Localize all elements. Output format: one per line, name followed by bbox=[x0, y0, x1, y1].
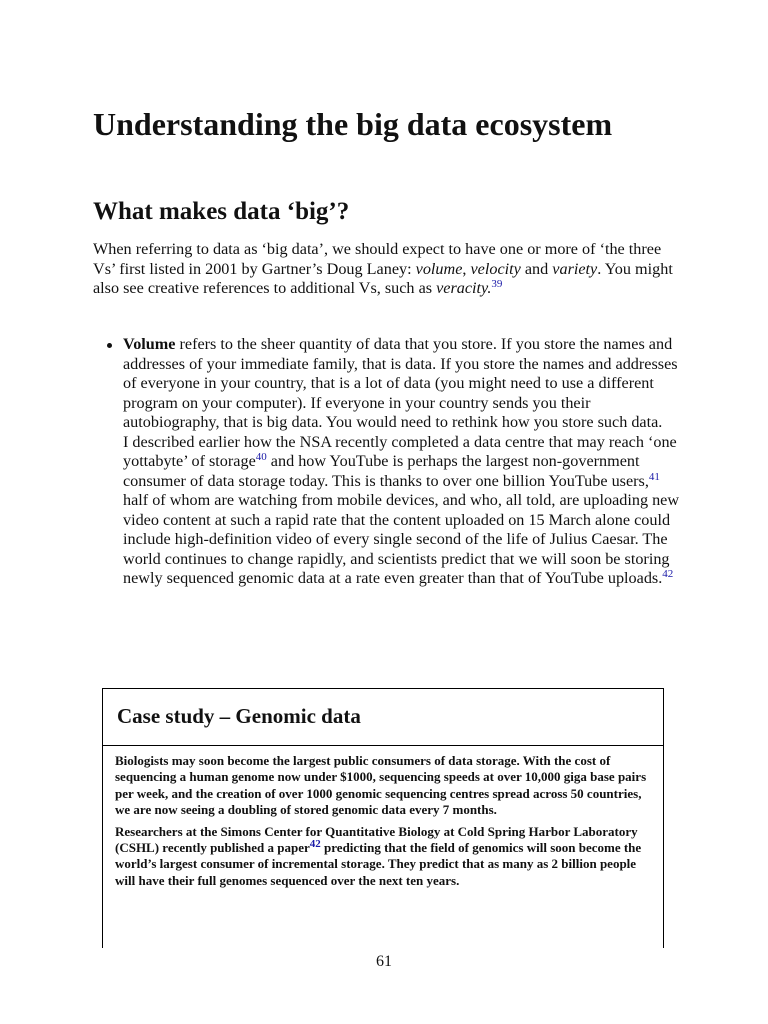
bullet-icon bbox=[107, 343, 112, 348]
term-variety: variety bbox=[552, 259, 598, 278]
nsa-text-c: half of whom are watching from mobile devices, and who, all told, are uploading new video content at such a rapid rate that the content uploaded on 15 March alone could include high-definition video of every single second of the life of Julius Caesar. The world continues to change rapidly, and scientists predict that we will soon be storing newly sequenced genomic data at a rate even greater than that of YouTube uploads. bbox=[123, 491, 680, 587]
case-study-title: Case study – Genomic data bbox=[117, 704, 361, 728]
intro-text-middle: . You might also see creative references to additional Vs, such as bbox=[93, 259, 673, 297]
footnote-link-41[interactable]: 41 bbox=[648, 470, 660, 483]
page-number: 61 bbox=[376, 953, 392, 970]
case-study-paragraph-2 bbox=[115, 824, 655, 890]
footnote-link-42-box[interactable]: 42 bbox=[309, 838, 321, 851]
term-volume-bold: Volume bbox=[123, 335, 176, 353]
volume-text: refers to the sheer quantity of data that you store. If you store the names and addresses of your immediate family, that is data. If you store the names and addresses of everyone in your country, that is a lot of data (you might need to use a different program on your computer). If everyone in your country sends you their autobiography, that is big data. You would need to rethink how you store such data. bbox=[123, 335, 678, 431]
case-study-paragraph-1: Biologists may soon become the largest public consumers of data storage. With the cost of sequencing a human genome now under $1000, sequencing speeds at over 10,000 giga base pairs per week, and the creation of over 1000 genomic sequencing centres spread across 50 countries, we are now seeing a doubling of stored genomic data every 7 months. bbox=[115, 753, 647, 818]
intro-paragraph bbox=[93, 240, 683, 299]
intro-sep: , bbox=[462, 259, 471, 278]
nsa-paragraph bbox=[123, 433, 683, 589]
case-study-divider bbox=[102, 745, 664, 746]
volume-paragraph bbox=[123, 335, 683, 433]
nsa-text-b: and how YouTube is perhaps the largest non-government consumer of data storage today. This is thanks to over one billion YouTube users, bbox=[123, 452, 649, 490]
case-study-text-b: predicting that the field of genomics will soon become the world’s largest consumer of incremental storage. They predict that as many as 2 billion people will have their full genomes sequenced over the next ten years. bbox=[115, 840, 642, 888]
intro-text-start: When referring to data as ‘big data’, we should expect to have one or more of ‘the three Vs’ first listed in 2001 by Gartner’s Doug Laney: bbox=[93, 240, 662, 278]
term-velocity: velocity bbox=[470, 259, 521, 278]
bullet-list bbox=[93, 335, 683, 589]
case-study-text-a: Researchers at the Simons Center for Quantitative Biology at Cold Spring Harbor Laboratory (CSHL) recently published a paper bbox=[115, 823, 638, 856]
nsa-text-a: I described earlier how the NSA recently completed a data centre that may reach ‘one yottabyte’ of storage bbox=[123, 432, 677, 470]
footnote-link-39[interactable]: 39 bbox=[491, 278, 503, 290]
list-item bbox=[93, 335, 683, 589]
case-study-box bbox=[102, 688, 664, 948]
footnote-link-42[interactable]: 42 bbox=[662, 568, 674, 580]
case-study-body bbox=[115, 753, 655, 894]
intro-sep: and bbox=[520, 259, 553, 278]
footnote-link-40[interactable]: 40 bbox=[255, 451, 267, 463]
section-heading: What makes data ‘big’? bbox=[93, 198, 350, 225]
term-volume: volume bbox=[415, 259, 463, 278]
term-veracity: veracity. bbox=[436, 279, 492, 297]
page-title: Understanding the big data ecosystem bbox=[93, 106, 613, 142]
